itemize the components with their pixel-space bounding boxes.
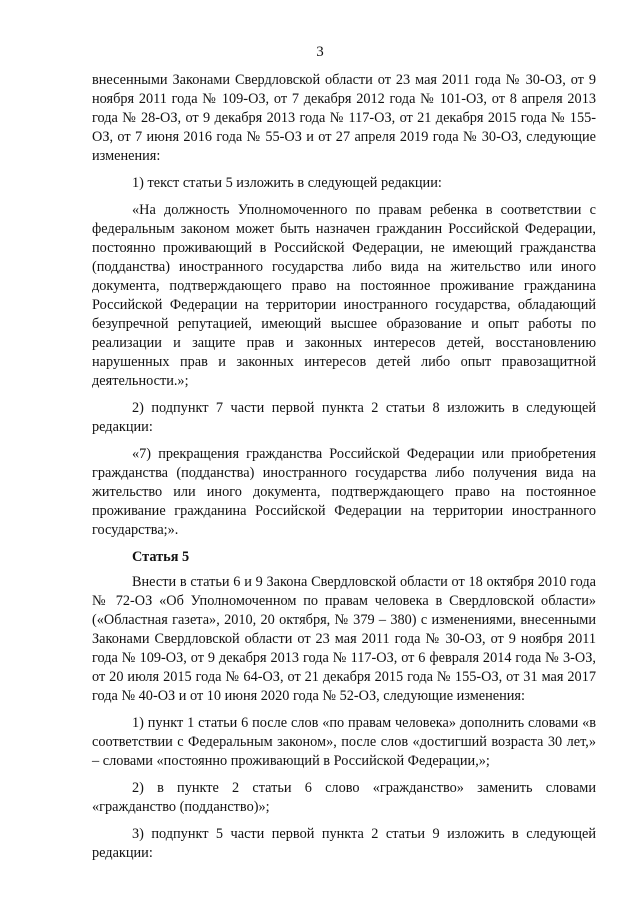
article-heading: Статья 5 <box>132 549 190 565</box>
page-number: 3 <box>316 44 324 60</box>
paragraph-item-2: 2) подпункт 7 части первой пункта 2 статьи 8 изложить в следующей редакции: <box>92 400 596 435</box>
paragraph-change-2: 2) в пункте 2 статьи 6 слово «гражданство» заменить словами «гражданство (подданство)»; <box>92 780 596 815</box>
paragraph-item-1: 1) текст статьи 5 изложить в следующей редакции: <box>132 175 442 191</box>
paragraph-change-1: 1) пункт 1 статьи 6 после слов «по правам человека» дополнить словами «в соответствии с Федеральным законом», после слов «достигший возраста 30 лет,» – словами «постоянно проживающий в Российской Федерации,»; <box>92 715 596 769</box>
paragraph-quote-subitem-7: «7) прекращения гражданства Российской Федерации или приобретения гражданства (подданства) иностранного государства либо получения вида на жительство или иного документа, подтверждающего право на постоянное проживание гражданина Российской Федерации на территории иностранного государства;». <box>92 446 596 538</box>
paragraph-amendments-intro: внесенными Законами Свердловской области от 23 мая 2011 года № 30-ОЗ, от 9 ноября 2011 года № 109-ОЗ, от 7 декабря 2012 года № 101-ОЗ, от 8 апреля 2013 года № 28-ОЗ, от 9 декабря 2013 года № 117-ОЗ, от 21 декабря 2015 года № 155-ОЗ, от 7 июня 2016 года № 55-ОЗ и от 27 апреля 2019 года № 30-ОЗ, следующие изменения: <box>92 72 596 164</box>
document-body <box>92 71 596 871</box>
paragraph-change-3: 3) подпункт 5 части первой пункта 2 статьи 9 изложить в следующей редакции: <box>92 826 596 861</box>
paragraph-quote-article-5: «На должность Уполномоченного по правам ребенка в соответствии с федеральным законом может быть назначен гражданин Российской Федерации, постоянно проживающий в Российской Федерации, не имеющий гражданства (подданства) иностранного государства либо вида на жительство или иного документа, подтверждающего право на постоянное проживание гражданина Российской Федерации на территории иностранного государства, обладающий безупречной репутацией, имеющий высшее образование и опыт работы по реализации и защите прав и законных интересов детей, восстановлению нарушенных прав и законных интересов детей либо опыт правозащитной деятельности.»; <box>92 202 596 389</box>
paragraph-article-5-intro: Внести в статьи 6 и 9 Закона Свердловской области от 18 октября 2010 года № 72-ОЗ «Об Уполномоченном по правам человека в Свердловской области» («Областная газета», 2010, 20 октября, № 379 – 380) с изменениями, внесенными Законами Свердловской области от 23 мая 2011 года № 30-ОЗ, от 9 ноября 2011 года № 109-ОЗ, от 9 декабря 2013 года № 117-ОЗ, от 6 февраля 2014 года № 3-ОЗ, от 20 июля 2015 года № 64-ОЗ, от 21 декабря 2015 года № 155-ОЗ, от 31 мая 2017 года № 40-ОЗ и от 10 июня 2020 года № 52-ОЗ, следующие изменения: <box>92 574 596 704</box>
